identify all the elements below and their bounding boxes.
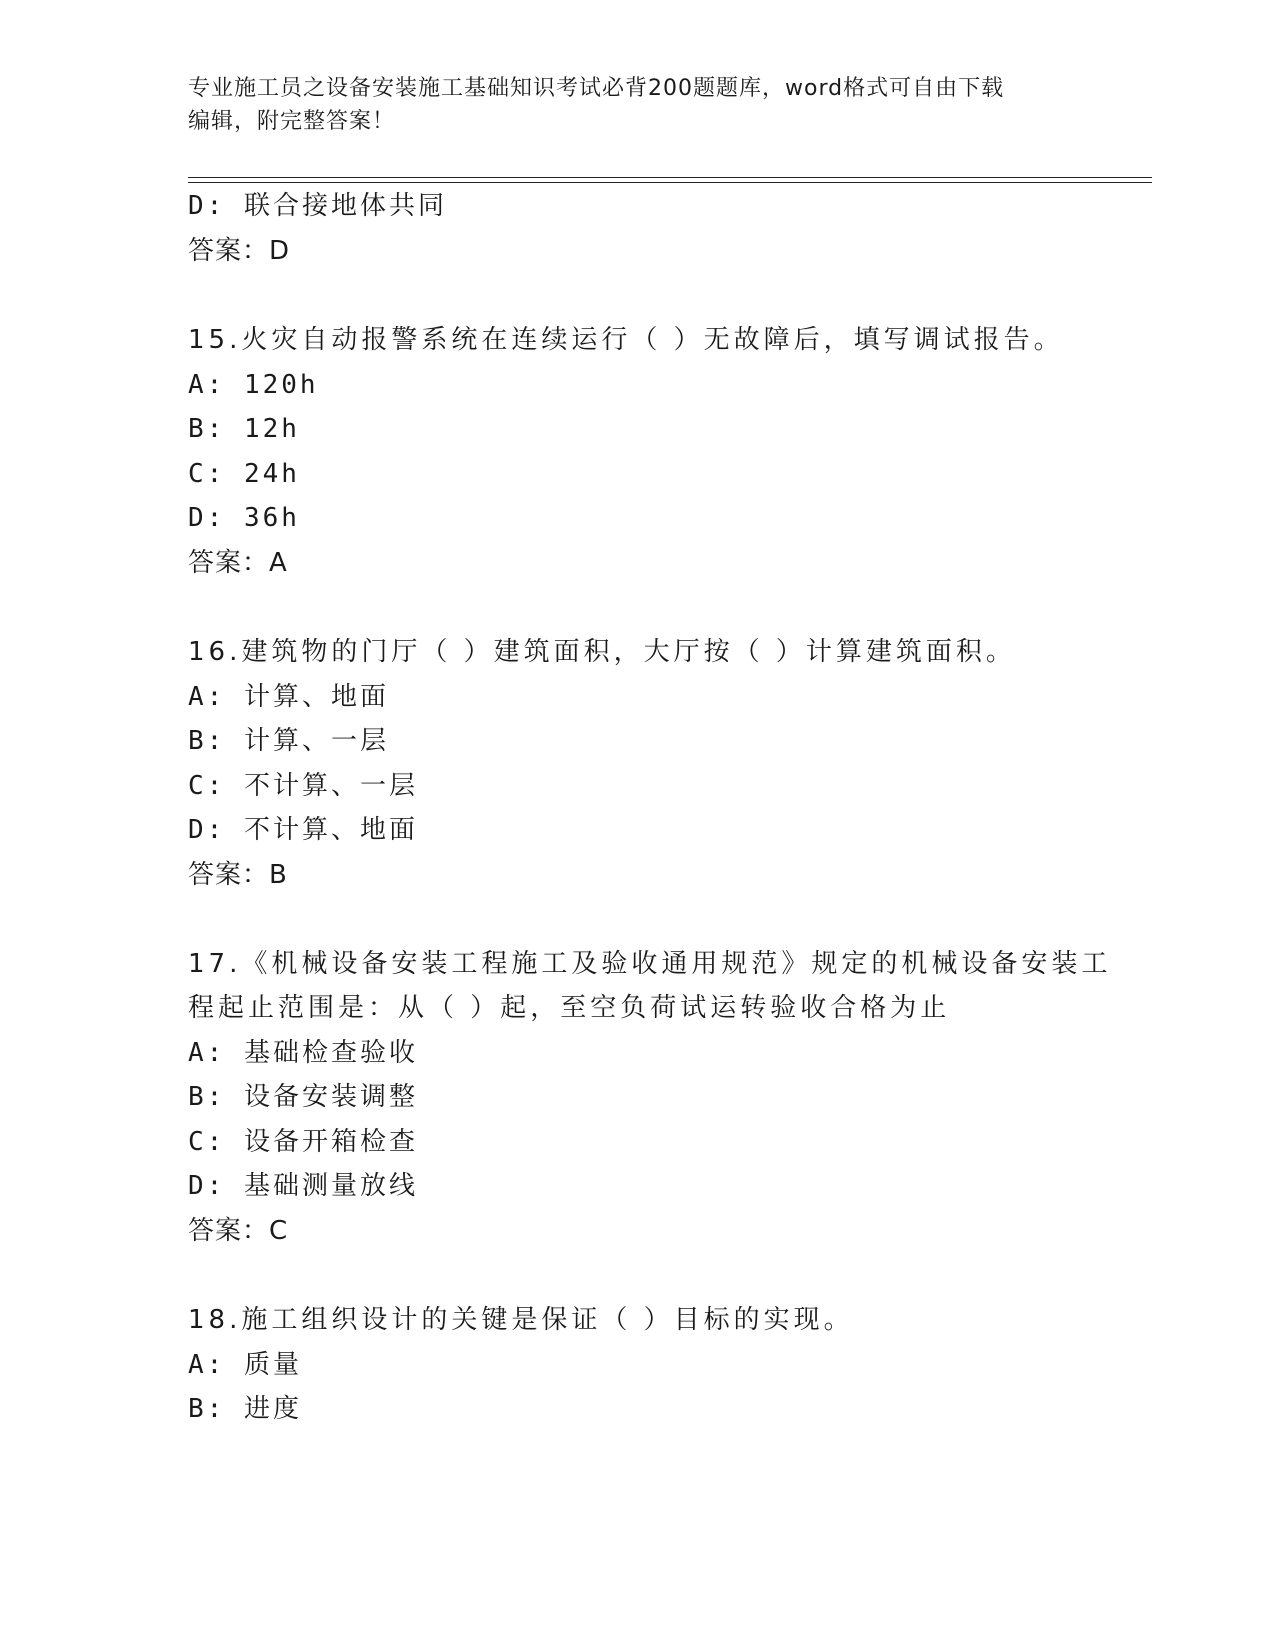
question-17-line-1: 17.《机械设备安装工程施工及验收通用规范》规定的机械设备安装工 xyxy=(188,949,1112,979)
option-d: D: 联合接地体共同 xyxy=(188,191,447,221)
option-d: D: 基础测量放线 xyxy=(188,1171,418,1201)
option-b: B: 12h xyxy=(188,414,300,444)
option-c: C: 设备开箱检查 xyxy=(188,1127,418,1157)
answer-line: 答案：A xyxy=(188,548,288,578)
question-17-line-2: 程起止范围是：从（ ）起，至空负荷试运转验收合格为止 xyxy=(188,993,951,1023)
option-a: A: 基础检查验收 xyxy=(188,1038,418,1068)
option-a: A: 计算、地面 xyxy=(188,682,389,712)
answer-line: 答案：D xyxy=(188,236,291,266)
answer-line: 答案：B xyxy=(188,860,288,890)
option-a: A: 质量 xyxy=(188,1350,302,1380)
question-15: 15.火灾自动报警系统在连续运行（ ）无故障后，填写调试报告。 xyxy=(188,325,1064,355)
option-c: C: 24h xyxy=(188,459,300,489)
option-b: B: 进度 xyxy=(188,1394,302,1424)
header-title-line-2: 编辑，附完整答案！ xyxy=(188,109,396,134)
question-16: 16.建筑物的门厅（ ）建筑面积，大厅按（ ）计算建筑面积。 xyxy=(188,637,1016,667)
header-divider-top xyxy=(188,177,1152,178)
option-b: B: 设备安装调整 xyxy=(188,1082,418,1112)
option-d: D: 36h xyxy=(188,503,300,533)
option-c: C: 不计算、一层 xyxy=(188,771,418,801)
option-d: D: 不计算、地面 xyxy=(188,815,418,845)
option-b: B: 计算、一层 xyxy=(188,726,389,756)
header-title-line-1: 专业施工员之设备安装施工基础知识考试必背200题题库，word格式可自由下载 xyxy=(188,76,1005,101)
answer-line: 答案：C xyxy=(188,1216,289,1246)
option-a: A: 120h xyxy=(188,370,319,400)
question-18: 18.施工组织设计的关键是保证（ ）目标的实现。 xyxy=(188,1305,854,1335)
header-divider-bottom xyxy=(188,182,1152,183)
document-header xyxy=(188,72,1068,138)
